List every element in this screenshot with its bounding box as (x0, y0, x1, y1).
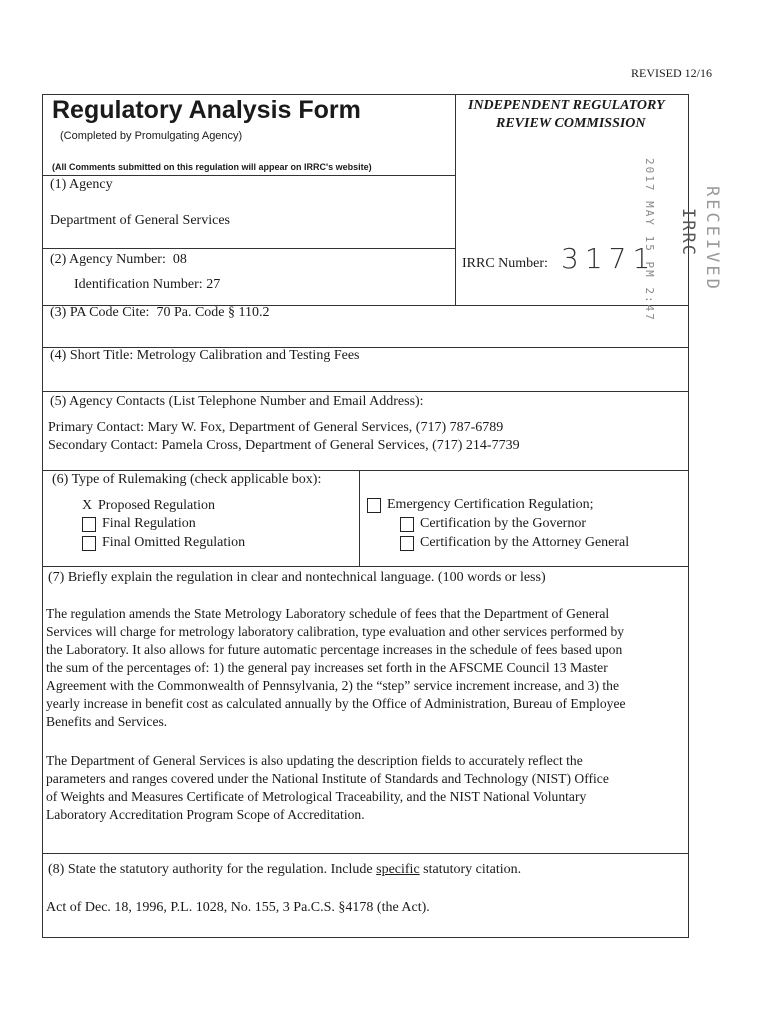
explain-label: (7) Briefly explain the regulation in clear and nontechnical language. (100 words or less) (48, 570, 546, 585)
agency-value: Department of General Services (50, 213, 230, 228)
explain-paragraph-2 (46, 752, 609, 824)
agency-number-label: (2) Agency Number: 08 (50, 252, 187, 267)
primary-contact: Primary Contact: Mary W. Fox, Department of General Services, (717) 787-6789 (48, 420, 504, 435)
rulemaking-label: (6) Type of Rulemaking (check applicable box): (52, 472, 322, 487)
divider-after-rulemaking (42, 566, 689, 567)
explain-p2-line: of Weights and Measures Certificate of Metrological Traceability, and the NIST National Voluntary (46, 789, 587, 804)
contacts-label: (5) Agency Contacts (List Telephone Number and Email Address): (50, 394, 424, 409)
explain-paragraph-1 (46, 605, 626, 731)
emergency-certification-checkbox[interactable] (367, 498, 381, 513)
pa-code-cite: (3) PA Code Cite: 70 Pa. Code § 110.2 (50, 305, 270, 320)
explain-p1-line: Services will charge for metrology laboratory calibration, type evaluation and other services performed by (46, 624, 625, 639)
explain-p1-line: Benefits and Services. (46, 714, 168, 729)
authority-value: Act of Dec. 18, 1996, P.L. 1028, No. 155, 3 Pa.C.S. §4178 (the Act). (46, 900, 430, 915)
identification-number-value: 27 (206, 277, 221, 292)
divider-after-explain (42, 853, 689, 854)
form-title: Regulatory Analysis Form (52, 96, 361, 124)
divider-after-short-title (42, 391, 689, 392)
agency-number-value: 08 (172, 252, 187, 267)
explain-p1-line: the Laboratory. It also allows for future automatic percentage increases in the schedule of fees based upon (46, 642, 623, 657)
explain-p2-line: parameters and ranges covered under the National Institute of Standards and Technology (NIST) Office (46, 771, 609, 786)
certification-attorney-general-label: Certification by the Attorney General (420, 535, 630, 550)
final-regulation-label: Final Regulation (102, 516, 196, 531)
divider-after-title (42, 175, 455, 176)
irrc-stamp: IRRC (678, 208, 698, 257)
explain-p1-line: Agreement with the Commonwealth of Pennsylvania, 2) the “step” service increment increase, and 3) the (46, 678, 620, 693)
comments-note: (All Comments submitted on this regulation will appear on IRRC's website) (52, 162, 372, 172)
irrc-number-label: IRRC Number: (462, 256, 548, 271)
proposed-mark: X (82, 498, 93, 513)
final-omitted-regulation-label: Final Omitted Regulation (102, 535, 246, 550)
irrc-header-line2: REVIEW COMMISSION (496, 116, 646, 131)
divider-after-agency (42, 248, 455, 249)
short-title-value: Metrology Calibration and Testing Fees (136, 348, 360, 363)
explain-p2-line: Laboratory Accreditation Program Scope of Accreditation. (46, 807, 365, 822)
identification-number: Identification Number: 27 (74, 277, 221, 292)
explain-p1-line: The regulation amends the State Metrology Laboratory schedule of fees that the Department of General (46, 606, 610, 621)
certification-governor-checkbox[interactable] (400, 517, 414, 532)
divider-after-contacts (42, 470, 689, 471)
irrc-number-value: 3171 (561, 242, 657, 275)
received-stamp: RECEIVED (702, 186, 722, 292)
irrc-header-line1: INDEPENDENT REGULATORY (468, 98, 665, 113)
agency-label: (1) Agency (50, 177, 113, 192)
form-subtitle: (Completed by Promulgating Agency) (60, 130, 243, 142)
explain-p2-line: The Department of General Services is also updating the description fields to accurately reflect the (46, 753, 583, 768)
secondary-contact: Secondary Contact: Pamela Cross, Department of General Services, (717) 214-7739 (48, 438, 520, 453)
explain-p1-line: yearly increase in benefit cost as calculated annually by the Office of Administration, Bureau of Employee (46, 696, 626, 711)
certification-governor-label: Certification by the Governor (420, 516, 587, 531)
irrc-column-divider (455, 94, 456, 306)
final-regulation-checkbox[interactable] (82, 517, 96, 532)
pa-code-value: 70 Pa. Code § 110.2 (156, 305, 270, 320)
emergency-certification-label: Emergency Certification Regulation; (387, 497, 594, 512)
rulemaking-column-divider (359, 470, 360, 567)
short-title: (4) Short Title: Metrology Calibration and Testing Fees (50, 348, 360, 363)
date-stamp: 2017 MAY 15 PM 2:47 (643, 158, 656, 322)
certification-attorney-general-checkbox[interactable] (400, 536, 414, 551)
revised-date: REVISED 12/16 (631, 66, 712, 80)
authority-label: (8) State the statutory authority for the regulation. Include specific statutory citation. (48, 862, 522, 877)
explain-p1-line: the sum of the percentages of: 1) the general pay increases set forth in the AFSCME Council 13 Master (46, 660, 608, 675)
proposed-regulation-label: Proposed Regulation (98, 498, 216, 513)
authority-specific-underlined: specific (376, 862, 420, 877)
final-omitted-regulation-checkbox[interactable] (82, 536, 96, 551)
